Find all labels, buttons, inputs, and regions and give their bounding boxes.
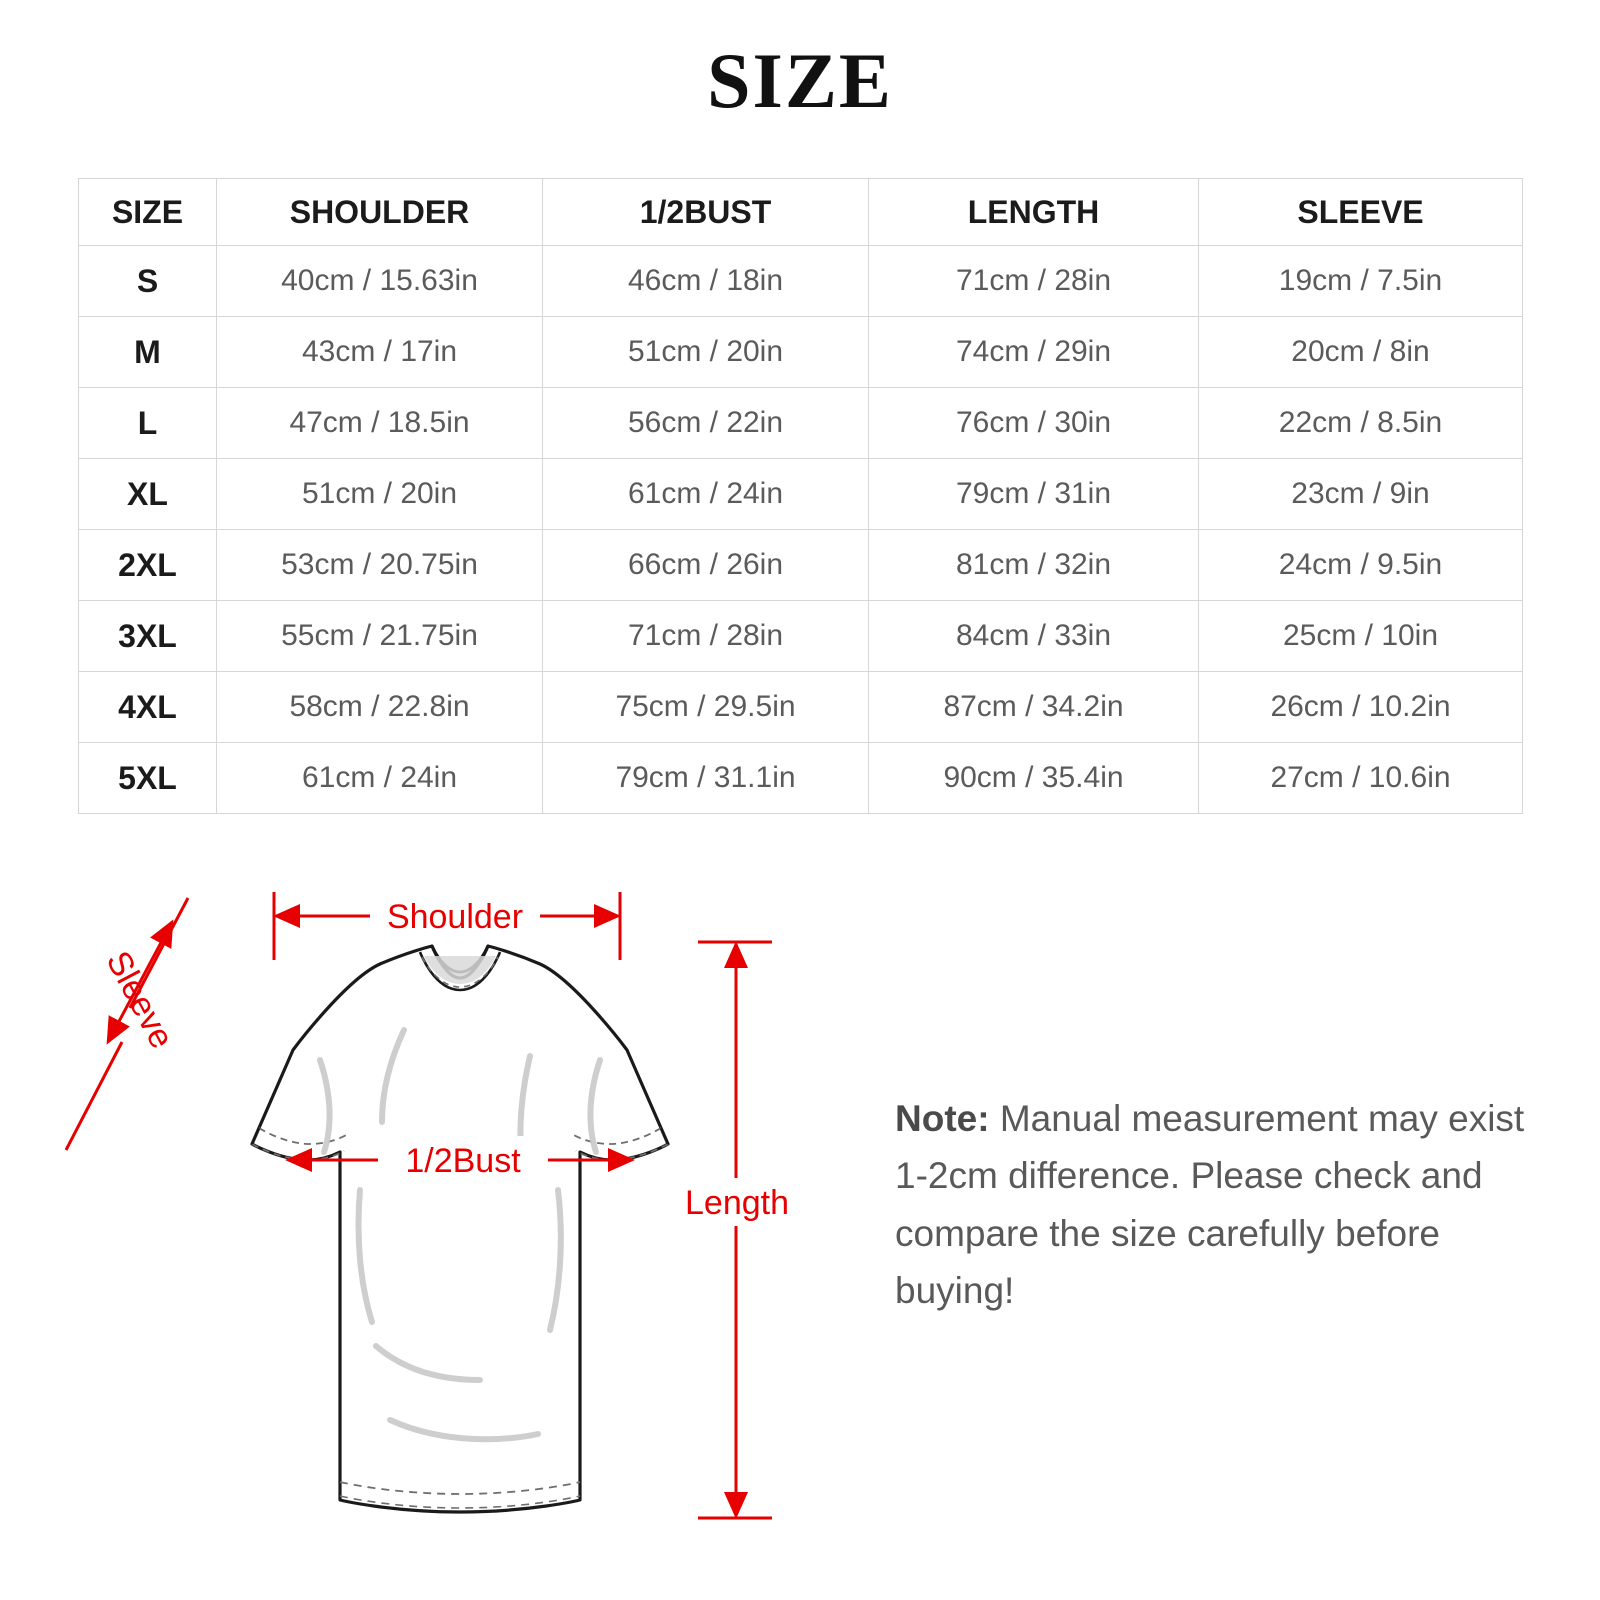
cell-size: XL <box>79 459 217 530</box>
sleeve-measure <box>66 898 188 1150</box>
cell-size: 4XL <box>79 672 217 743</box>
cell-bust: 71cm / 28in <box>543 601 869 672</box>
cell-shoulder: 40cm / 15.63in <box>217 246 543 317</box>
column-header-bust: 1/2BUST <box>543 179 869 246</box>
cell-sleeve: 24cm / 9.5in <box>1199 530 1523 601</box>
page-title: SIZE <box>707 37 893 124</box>
cell-size: M <box>79 317 217 388</box>
cell-sleeve: 20cm / 8in <box>1199 317 1523 388</box>
table-row <box>79 317 1523 388</box>
cell-sleeve: 19cm / 7.5in <box>1199 246 1523 317</box>
cell-shoulder: 55cm / 21.75in <box>217 601 543 672</box>
table-row <box>79 601 1523 672</box>
bust-label: 1/2Bust <box>405 1142 521 1180</box>
length-measure <box>685 942 789 1518</box>
cell-bust: 66cm / 26in <box>543 530 869 601</box>
note-text <box>895 1090 1545 1319</box>
size-chart-table <box>78 178 1523 814</box>
measurement-diagram <box>60 860 860 1560</box>
cell-bust: 61cm / 24in <box>543 459 869 530</box>
note-body: Manual measurement may exist 1-2cm difference. Please check and compare the size carefully before buying! <box>895 1098 1525 1312</box>
column-header-shoulder: SHOULDER <box>217 179 543 246</box>
cell-length: 74cm / 29in <box>869 317 1199 388</box>
cell-shoulder: 58cm / 22.8in <box>217 672 543 743</box>
cell-sleeve: 22cm / 8.5in <box>1199 388 1523 459</box>
cell-shoulder: 43cm / 17in <box>217 317 543 388</box>
table-header-row <box>79 179 1523 246</box>
cell-bust: 51cm / 20in <box>543 317 869 388</box>
cell-size: L <box>79 388 217 459</box>
cell-size: 2XL <box>79 530 217 601</box>
length-label: Length <box>685 1184 789 1222</box>
cell-length: 84cm / 33in <box>869 601 1199 672</box>
cell-length: 87cm / 34.2in <box>869 672 1199 743</box>
shoulder-measure <box>274 892 620 960</box>
cell-bust: 79cm / 31.1in <box>543 743 869 814</box>
cell-length: 71cm / 28in <box>869 246 1199 317</box>
cell-length: 90cm / 35.4in <box>869 743 1199 814</box>
cell-bust: 56cm / 22in <box>543 388 869 459</box>
sleeve-label: Sleeve <box>98 945 181 1055</box>
cell-length: 81cm / 32in <box>869 530 1199 601</box>
column-header-sleeve: SLEEVE <box>1199 179 1523 246</box>
table-row <box>79 388 1523 459</box>
shoulder-label: Shoulder <box>386 898 524 936</box>
column-header-length: LENGTH <box>869 179 1199 246</box>
table-row <box>79 530 1523 601</box>
cell-sleeve: 23cm / 9in <box>1199 459 1523 530</box>
tshirt-illustration <box>252 946 668 1512</box>
cell-size: 5XL <box>79 743 217 814</box>
cell-length: 79cm / 31in <box>869 459 1199 530</box>
cell-sleeve: 26cm / 10.2in <box>1199 672 1523 743</box>
table-row <box>79 246 1523 317</box>
cell-shoulder: 61cm / 24in <box>217 743 543 814</box>
table-row <box>79 743 1523 814</box>
table-row <box>79 459 1523 530</box>
cell-shoulder: 51cm / 20in <box>217 459 543 530</box>
cell-bust: 46cm / 18in <box>543 246 869 317</box>
note-label: Note: <box>895 1098 990 1139</box>
cell-length: 76cm / 30in <box>869 388 1199 459</box>
cell-bust: 75cm / 29.5in <box>543 672 869 743</box>
table-row <box>79 672 1523 743</box>
cell-shoulder: 47cm / 18.5in <box>217 388 543 459</box>
column-header-size: SIZE <box>79 179 217 246</box>
cell-sleeve: 25cm / 10in <box>1199 601 1523 672</box>
cell-shoulder: 53cm / 20.75in <box>217 530 543 601</box>
cell-size: S <box>79 246 217 317</box>
cell-size: 3XL <box>79 601 217 672</box>
cell-sleeve: 27cm / 10.6in <box>1199 743 1523 814</box>
